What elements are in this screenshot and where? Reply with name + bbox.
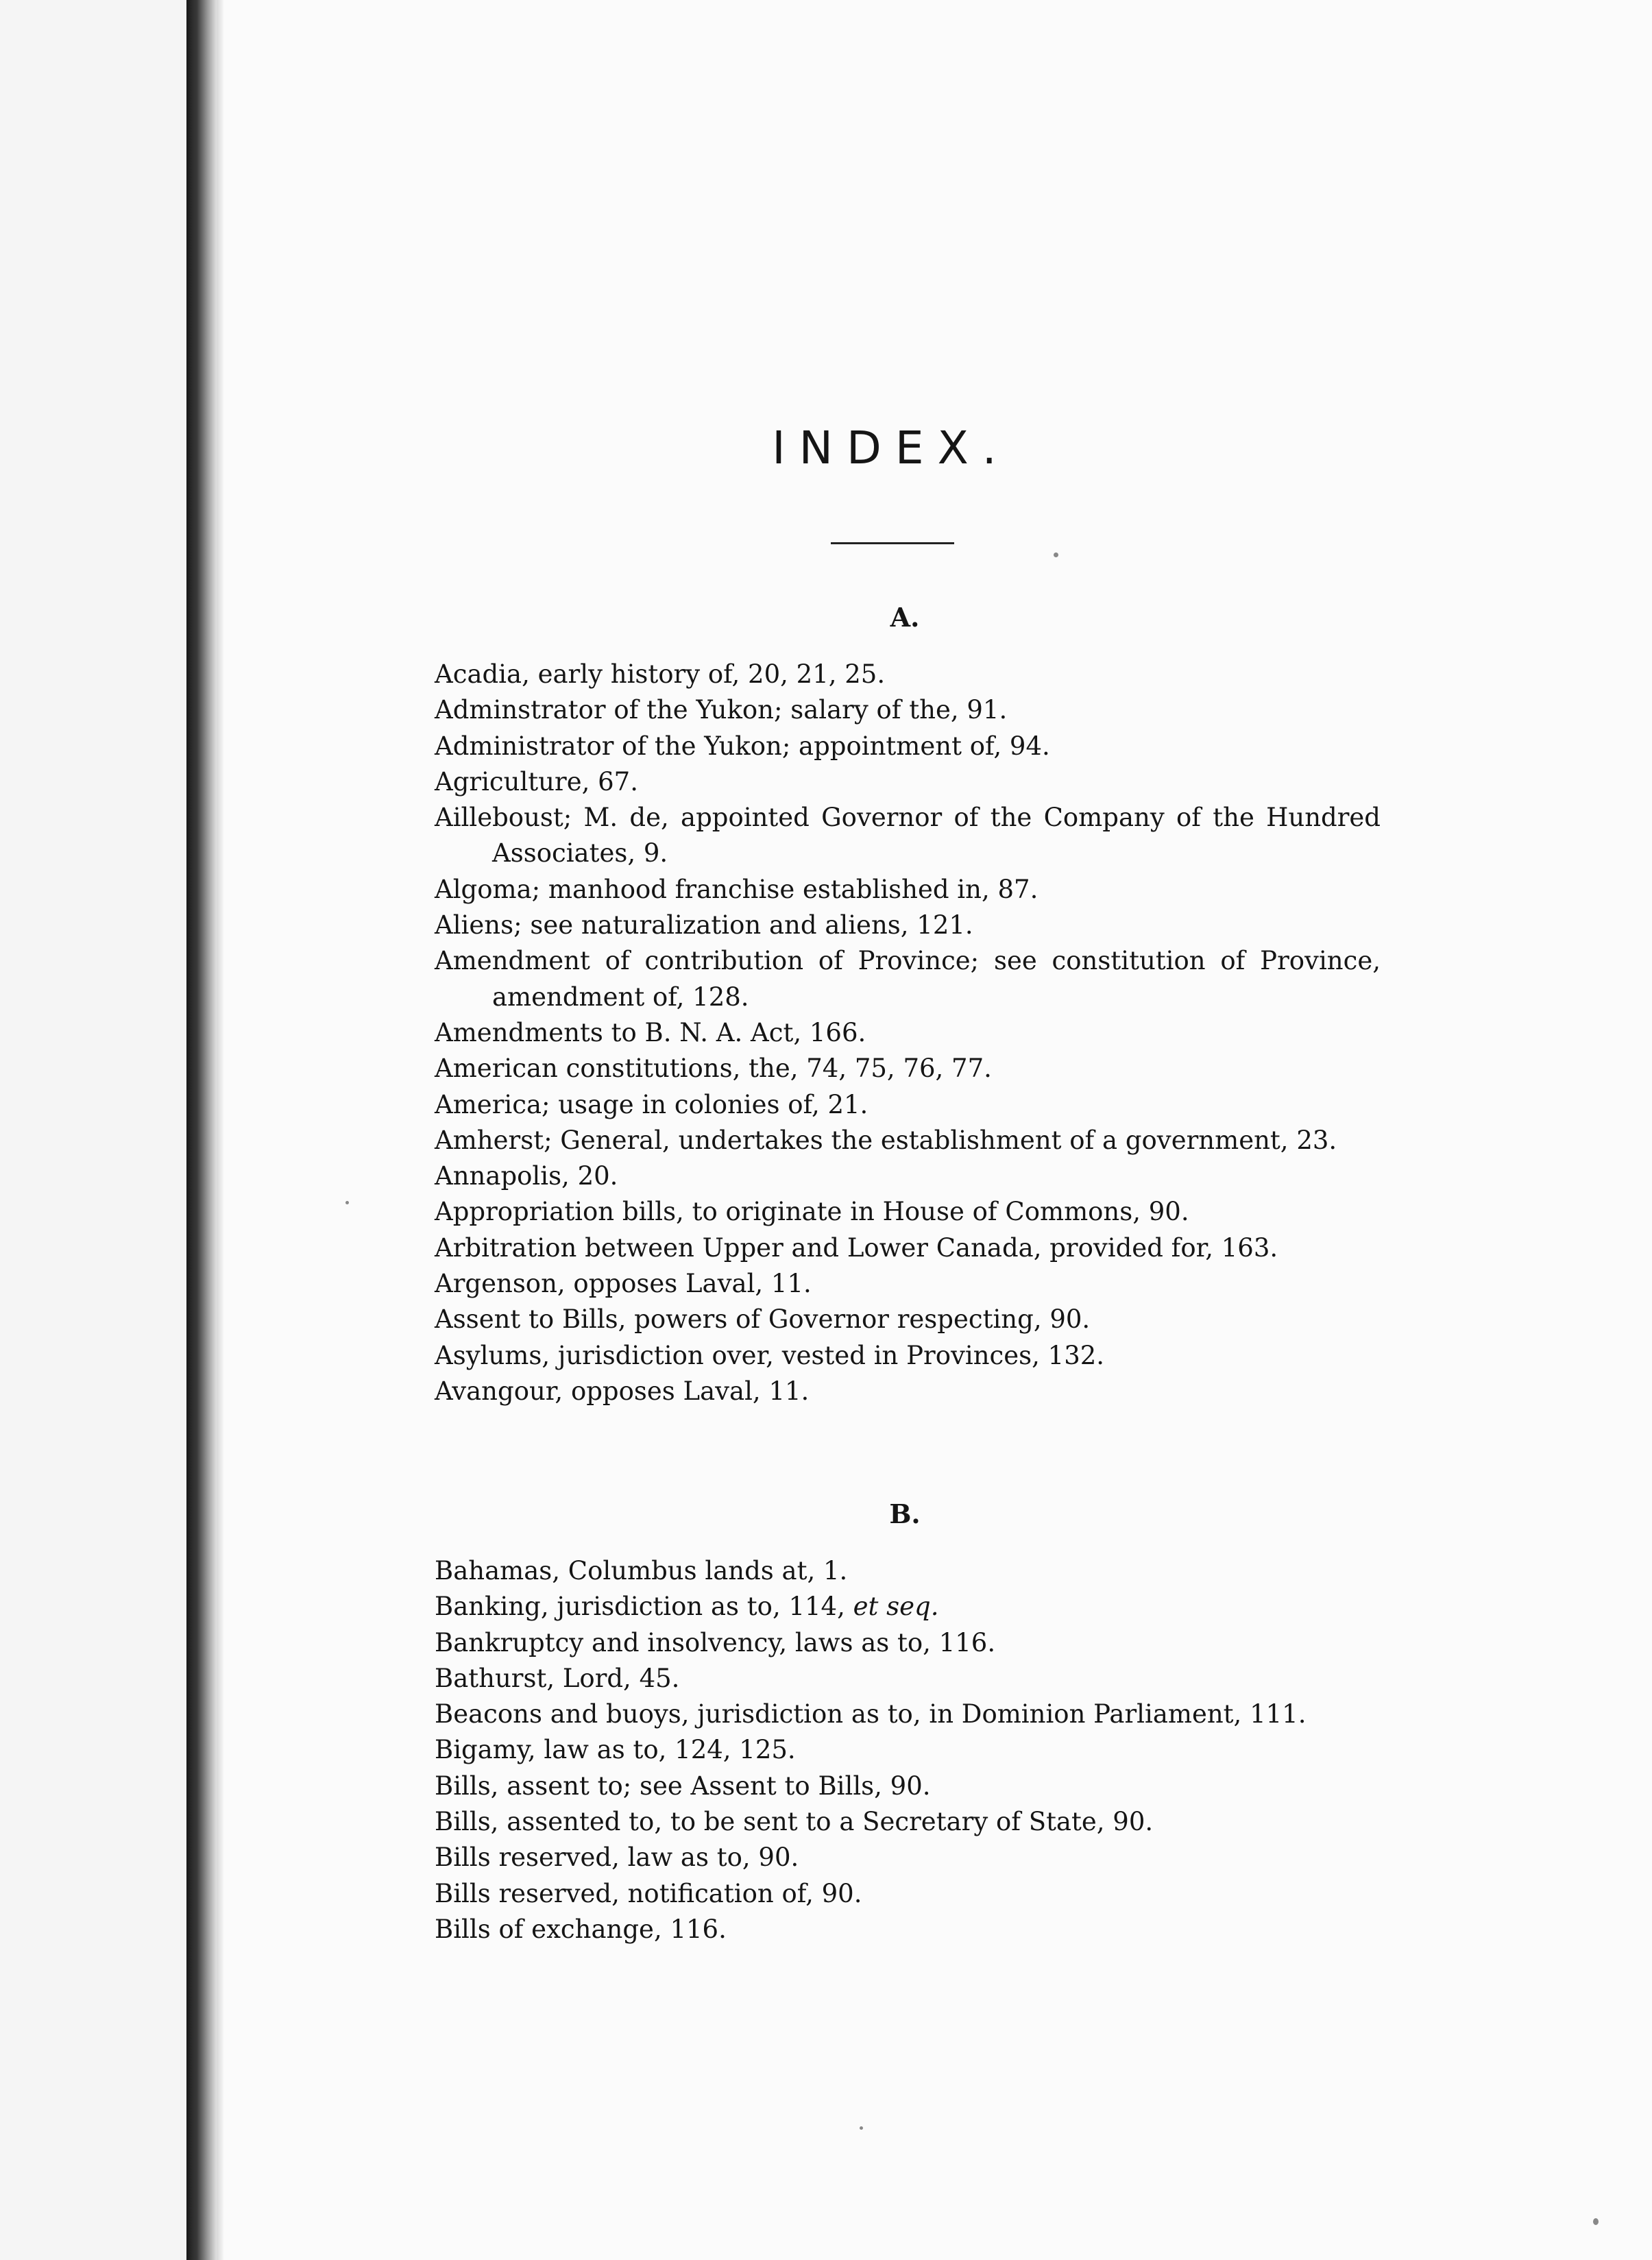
index-entry: Administrator of the Yukon; appointment of, 94. [435,731,1050,761]
index-entry: Annapolis, 20. [435,1161,618,1191]
index-entry: Ailleboust; M. de, appointed Governor of the Company of the Hundred Associates, 9. [435,803,1381,868]
index-entry: Avangour, opposes Laval, 11. [435,1376,810,1406]
index-entry: Assent to Bills, powers of Governor respecting, 90. [435,1304,1091,1335]
book-binding-shadow [186,0,217,2260]
paper-speck [860,2126,863,2130]
index-entry: Amherst; General, undertakes the establishment of a government, 23. [435,1125,1337,1155]
index-entry: Bankruptcy and insolvency, laws as to, 116. [435,1627,996,1657]
index-entry: Argenson, opposes Laval, 11. [435,1269,812,1299]
index-entry: Algoma; manhood franchise established in, 87. [435,874,1038,904]
index-list-b [435,1553,1381,1947]
index-entry-banking [435,1589,1381,1625]
paper-speck [345,1201,349,1204]
section-heading-b: B. [889,1498,921,1529]
page-title: INDEX. [772,422,1010,474]
index-list-a [435,657,1381,1409]
index-entry: Bathurst, Lord, 45. [435,1663,680,1693]
index-entry: Bahamas, Columbus lands at, 1. [435,1556,848,1585]
index-entry: Arbitration between Upper and Lower Canada, provided for, 163. [435,1232,1278,1263]
index-entry: Bills of exchange, 116. [435,1914,727,1944]
index-entry: America; usage in colonies of, 21. [435,1089,868,1119]
index-entry: Adminstrator of the Yukon; salary of the, 91. [435,695,1008,725]
index-entry: Bills reserved, notification of, 90. [435,1878,862,1908]
index-entry: Amendment of contribution of Province; see constitution of Province, amendment of, 128. [435,946,1381,1012]
index-entry: Beacons and buoys, jurisdiction as to, in Dominion Parliament, 111. [435,1699,1307,1729]
paper-speck [1593,2218,1599,2225]
index-entry: Bigamy, law as to, 124, 125. [435,1735,796,1765]
page-gutter [217,0,223,2260]
section-heading-a: A. [890,602,920,633]
index-entry: Bills, assent to; see Assent to Bills, 90. [435,1771,931,1801]
index-entry: Acadia, early history of, 20, 21, 25. [435,659,886,689]
index-entry: Bills, assented to, to be sent to a Secretary of State, 90. [435,1807,1154,1837]
paper-speck [1054,552,1058,557]
index-entry: American constitutions, the, 74, 75, 76, 77. [435,1054,992,1084]
index-entry: Amendments to B. N. A. Act, 166. [435,1017,866,1047]
index-entry: Asylums, jurisdiction over, vested in Provinces, 132. [435,1340,1105,1370]
index-entry: Aliens; see naturalization and aliens, 121. [435,910,973,940]
facing-page-margin [0,0,186,2260]
index-entry: Bills reserved, law as to, 90. [435,1843,799,1873]
index-entry: Agriculture, 67. [435,766,638,797]
et-seq-italic: et seq. [853,1592,939,1622]
title-divider [831,542,954,544]
index-entry: Appropriation bills, to originate in House of Commons, 90. [435,1197,1189,1227]
index-entry-text: Banking, jurisdiction as to, 114, [435,1592,845,1622]
